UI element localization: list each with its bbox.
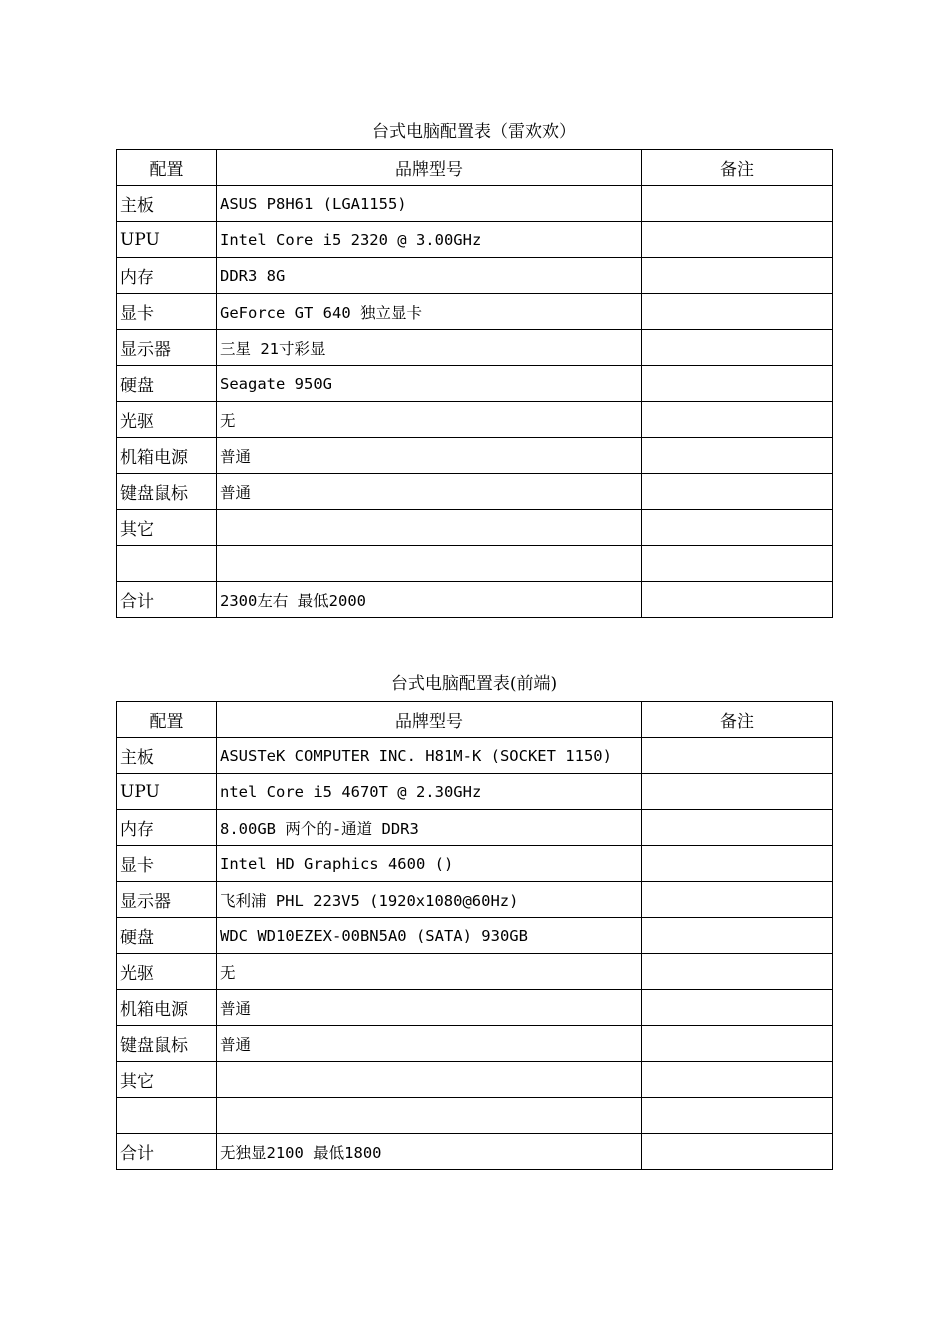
cell-brand-model: Seagate 950G <box>217 366 642 402</box>
table-row <box>117 918 833 954</box>
table-row <box>117 990 833 1026</box>
table-row <box>117 546 833 582</box>
table-row <box>117 402 833 438</box>
config-table <box>116 149 833 618</box>
table-row <box>117 366 833 402</box>
cell-brand-model: 8.00GB 两个的-通道 DDR3 <box>217 810 642 846</box>
cell-remarks <box>642 990 833 1026</box>
cell-brand-model: 无 <box>217 402 642 438</box>
cell-remarks <box>642 366 833 402</box>
cell-component: 合计 <box>117 1134 217 1170</box>
cell-remarks <box>642 294 833 330</box>
cell-brand-model: 普通 <box>217 990 642 1026</box>
cell-component <box>117 546 217 582</box>
cell-remarks <box>642 546 833 582</box>
table-row <box>117 294 833 330</box>
cell-component: 硬盘 <box>117 366 217 402</box>
header-remarks: 备注 <box>642 702 833 738</box>
table-row <box>117 582 833 618</box>
cell-brand-model: ASUSTeK COMPUTER INC. H81M-K (SOCKET 1150) <box>217 738 642 774</box>
table-row <box>117 1098 833 1134</box>
cell-brand-model: 普通 <box>217 1026 642 1062</box>
cell-component: 光驱 <box>117 402 217 438</box>
table-row <box>117 438 833 474</box>
cell-remarks <box>642 1062 833 1098</box>
table-row <box>117 1134 833 1170</box>
cell-brand-model: 无 <box>217 954 642 990</box>
cell-remarks <box>642 846 833 882</box>
cell-remarks <box>642 1026 833 1062</box>
cell-brand-model <box>217 546 642 582</box>
cell-brand-model: 无独显2100 最低1800 <box>217 1134 642 1170</box>
cell-brand-model: GeForce GT 640 独立显卡 <box>217 294 642 330</box>
cell-brand-model: ntel Core i5 4670T @ 2.30GHz <box>217 774 642 810</box>
cell-remarks <box>642 438 833 474</box>
table-row <box>117 330 833 366</box>
cell-remarks <box>642 918 833 954</box>
table-title: 台式电脑配置表(前端) <box>390 674 558 694</box>
table-row <box>117 738 833 774</box>
header-config: 配置 <box>117 702 217 738</box>
header-config: 配置 <box>117 150 217 186</box>
table-row <box>117 882 833 918</box>
cell-brand-model: 普通 <box>217 438 642 474</box>
table-header-row <box>117 150 833 186</box>
cell-component: UPU <box>117 222 217 258</box>
cell-brand-model: WDC WD10EZEX-00BN5A0 (SATA) 930GB <box>217 918 642 954</box>
cell-remarks <box>642 774 833 810</box>
cell-component: 内存 <box>117 258 217 294</box>
cell-remarks <box>642 582 833 618</box>
cell-remarks <box>642 882 833 918</box>
cell-component: 其它 <box>117 510 217 546</box>
cell-remarks <box>642 954 833 990</box>
cell-component: 显示器 <box>117 882 217 918</box>
cell-brand-model: 普通 <box>217 474 642 510</box>
table-row <box>117 510 833 546</box>
table-row <box>117 1026 833 1062</box>
table-row <box>117 810 833 846</box>
cell-component: 其它 <box>117 1062 217 1098</box>
config-table-body <box>117 702 833 1170</box>
cell-component: 光驱 <box>117 954 217 990</box>
header-brand-model: 品牌型号 <box>217 150 642 186</box>
cell-component: 合计 <box>117 582 217 618</box>
cell-component: 键盘鼠标 <box>117 1026 217 1062</box>
cell-component: 显示器 <box>117 330 217 366</box>
cell-brand-model: 2300左右 最低2000 <box>217 582 642 618</box>
cell-brand-model <box>217 510 642 546</box>
table-row <box>117 846 833 882</box>
table-header-row <box>117 702 833 738</box>
cell-remarks <box>642 222 833 258</box>
cell-component: UPU <box>117 774 217 810</box>
config-sheet-1 <box>116 117 832 618</box>
cell-component: 键盘鼠标 <box>117 474 217 510</box>
cell-remarks <box>642 1098 833 1134</box>
cell-component: 显卡 <box>117 846 217 882</box>
cell-remarks <box>642 1134 833 1170</box>
cell-component: 显卡 <box>117 294 217 330</box>
cell-remarks <box>642 258 833 294</box>
table-title: 台式电脑配置表（雷欢欢） <box>372 122 576 142</box>
cell-component: 机箱电源 <box>117 438 217 474</box>
cell-brand-model: Intel HD Graphics 4600 () <box>217 846 642 882</box>
table-row <box>117 774 833 810</box>
config-table-body <box>117 150 833 618</box>
table-row <box>117 258 833 294</box>
cell-brand-model <box>217 1098 642 1134</box>
cell-brand-model: DDR3 8G <box>217 258 642 294</box>
cell-component: 内存 <box>117 810 217 846</box>
config-sheet-2 <box>116 669 832 1170</box>
cell-brand-model: 三星 21寸彩显 <box>217 330 642 366</box>
cell-brand-model: ASUS P8H61 (LGA1155) <box>217 186 642 222</box>
table-row <box>117 1062 833 1098</box>
cell-remarks <box>642 738 833 774</box>
cell-component: 主板 <box>117 738 217 774</box>
cell-remarks <box>642 510 833 546</box>
cell-remarks <box>642 186 833 222</box>
config-table <box>116 701 833 1170</box>
cell-component: 硬盘 <box>117 918 217 954</box>
table-row <box>117 186 833 222</box>
table-row <box>117 954 833 990</box>
cell-component: 机箱电源 <box>117 990 217 1026</box>
cell-brand-model: Intel Core i5 2320 @ 3.00GHz <box>217 222 642 258</box>
header-remarks: 备注 <box>642 150 833 186</box>
cell-remarks <box>642 810 833 846</box>
header-brand-model: 品牌型号 <box>217 702 642 738</box>
cell-remarks <box>642 402 833 438</box>
cell-remarks <box>642 474 833 510</box>
table-row <box>117 474 833 510</box>
cell-brand-model: 飞利浦 PHL 223V5 (1920x1080@60Hz) <box>217 882 642 918</box>
cell-brand-model <box>217 1062 642 1098</box>
cell-component: 主板 <box>117 186 217 222</box>
cell-component <box>117 1098 217 1134</box>
table-row <box>117 222 833 258</box>
cell-remarks <box>642 330 833 366</box>
